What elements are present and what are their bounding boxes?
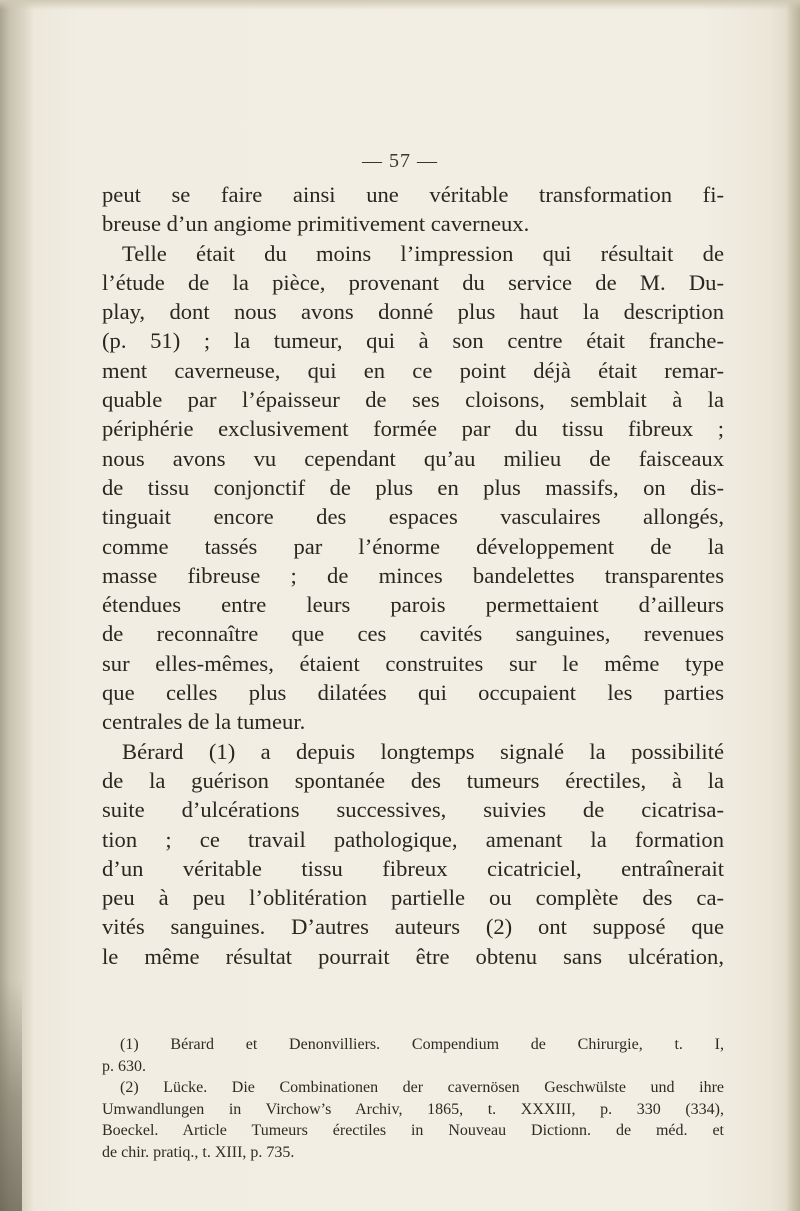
body-line: Telle était du moins l’impression qui résultait de: [122, 240, 724, 266]
body-line: de tissu conjonctif de plus en plus massifs, on dis-: [102, 474, 724, 500]
footnote-line: p. 630.: [102, 1057, 146, 1075]
body-line: tinguait encore des espaces vasculaires allongés,: [102, 504, 724, 530]
body-line: tion ; ce travail pathologique, amenant la formation: [102, 826, 724, 852]
footnotes: [102, 1034, 724, 1163]
page-edge-right: [786, 0, 800, 1211]
footnote-line: (1) Bérard et Denonvilliers. Compendium de Chirurgie, t. I,: [120, 1036, 724, 1053]
body-line: quable par l’épaisseur de ses cloisons, semblait à la: [102, 387, 724, 413]
body-line: Bérard (1) a depuis longtemps signalé la possibilité: [122, 738, 724, 764]
body-line: peut se faire ainsi une véritable transformation fi-: [102, 182, 724, 207]
body-line: masse fibreuse ; de minces bandelettes transparentes: [102, 562, 724, 588]
body-line: de reconnaître que ces cavités sanguines, revenues: [102, 621, 724, 647]
body-line: l’étude de la pièce, provenant du service de M. Du-: [102, 269, 724, 295]
footnote-line: (2) Lücke. Die Combinationen der cavernösen Geschwülste und ihre: [120, 1079, 724, 1096]
body-line: peu à peu l’oblitération partielle ou complète des ca-: [102, 885, 724, 911]
body-line: ment caverneuse, qui en ce point déjà était remar-: [102, 357, 724, 383]
body-line: que celles plus dilatées qui occupaient les parties: [102, 680, 724, 706]
footnote-line: Boeckel. Article Tumeurs érectiles in Nouveau Dictionn. de méd. et: [102, 1122, 724, 1139]
body-line: le même résultat pourrait être obtenu sans ulcération,: [102, 943, 724, 969]
footnote-line: de chir. pratiq., t. XIII, p. 735.: [102, 1143, 295, 1161]
body-line: vités sanguines. D’autres auteurs (2) ont supposé que: [102, 914, 724, 940]
body-line: sur elles-mêmes, étaient construites sur le même type: [102, 650, 724, 676]
body-line: centrales de la tumeur.: [102, 709, 306, 735]
body-line: (p. 51) ; la tumeur, qui à son centre était franche-: [102, 328, 724, 354]
body-line: suite d’ulcérations successives, suivies de cicatrisa-: [102, 797, 724, 823]
body-text: [102, 180, 724, 971]
body-line: comme tassés par l’énorme développement de la: [102, 533, 724, 559]
page-number: — 57 —: [362, 150, 438, 172]
page-binding-stain: [0, 980, 22, 1211]
body-line: étendues entre leurs parois permettaient d’ailleurs: [102, 592, 724, 618]
body-line: périphérie exclusivement formée par du tissu fibreux ;: [102, 416, 724, 442]
body-line: nous avons vu cependant qu’au milieu de faisceaux: [102, 445, 724, 471]
footnote-line: Umwandlungen in Virchow’s Archiv, 1865, t. XXXIII, p. 330 (334),: [102, 1100, 724, 1118]
body-line: d’un véritable tissu fibreux cicatriciel, entraînerait: [102, 855, 724, 881]
body-line: de la guérison spontanée des tumeurs érectiles, à la: [102, 767, 724, 793]
body-line: play, dont nous avons donné plus haut la description: [102, 299, 724, 325]
page-edge-top: [0, 0, 800, 10]
body-line: breuse d’un angiome primitivement caverneux.: [102, 211, 530, 237]
